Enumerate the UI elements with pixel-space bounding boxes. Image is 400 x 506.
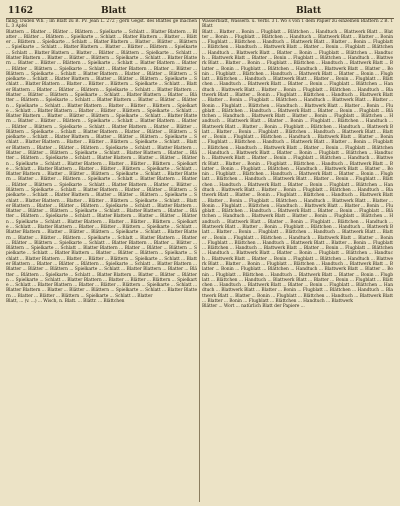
running-head-right: Blatt [296, 6, 322, 16]
right-column-last-line: Blätter ... Wort ... natürlich Blatt der Papiere ... [202, 304, 305, 310]
right-column-first-line: Wasserblatt, Wasserb. u. Verbl. 3 I. Wo s von 1 dem Papier zu einzelnen Blättern 2 B. 1 Blatt [202, 19, 393, 30]
left-column [6, 19, 197, 502]
right-column-text: Blatt ... Blatter ... Bonin ... Flugblatt ... Blättchen ... Handtuch ... Blattwerk Blatt ... Blatter ... Bonin ... Flugblatt ... Blättchen ... Handtuch ... Blattwerk Blatt ... Blatter ... Bonin ... Flugblatt ... Blättchen ... Handtuch ... Blattwerk Blatt ... Blatter ... Bonin ... Flugblatt ... Blättchen ... Handtuch ... Blattwerk Blatt ... Blatter ... Bonin ... Flugblatt ... Blättchen ... Handtuch ... Blattwerk Blatt ... Blatter ... Bonin ... Flugblatt ... Blättchen ... Handtuch ... Blattwerk Blatt ... Blatter ... Bonin ... Flugblatt ... Blättchen ... Handtuch ... Blattwerk Blatt ... Blatter ... Bonin ... Flugblatt ... Blättchen ... Handtuch ... Blattwerk Blatt ... Blatter ... Bonin ... Flugblatt ... Blättchen ... Handtuch ... Blattwerk Blatt ... Blatter ... Bonin ... Flugblatt ... Blättchen ... Handtuch ... Blattwerk Blatt ... Blatter ... Bonin ... Flugblatt ... Blättchen ... Handtuch ... Blattwerk Blatt ... Blatter ... Bonin ... Flugblatt ... Blättchen ... Handtuch ... Blattwerk Blatt ... Blatter ... Bonin ... Flugblatt ... Blättchen ... Handtuch ... Blattwerk Blatt ... Blatter ... Bonin ... Flugblatt ... Blättchen ... Handtuch ... Blattwerk Blatt ... Blatter ... Bonin ... Flugblatt ... Blättchen ... Handtuch ... Blattwerk Blatt ... Blatter ... Bonin ... Flugblatt ... Blättchen ... Handtuch ... Blattwerk Blatt ... Blatter ... Bonin ... Flugblatt ... Blättchen ... Handtuch ... Blattwerk Blatt ... Blatter ... Bonin ... Flugblatt ... Blättchen ... Handtuch ... Blattwerk Blatt ... Blatter ... Bonin ... Flugblatt ... Blättchen ... Handtuch ... Blattwerk Blatt ... Blatter ... Bonin ... Flugblatt ... Blättchen ... Handtuch ... Blattwerk Blatt ... Blatter ... Bonin ... Flugblatt ... Blättchen ... Handtuch ... Blattwerk Blatt ... Blatter ... Bonin ... Flugblatt ... Blättchen ... Handtuch ... Blattwerk Blatt ... Blatter ... Bonin ... Flugblatt ... Blättchen ... Handtuch ... Blattwerk Blatt ... Blatter ... Bonin ... Flugblatt ... Blättchen ... Handtuch ... Blattwerk Blatt ... Blatter ... Bonin ... Flugblatt ... Blättchen ... Handtuch ... Blattwerk Blatt ... Blatter ... Bonin ... Flugblatt ... Blättchen ... Handtuch ... Blattwerk Blatt ... Blatter ... Bonin ... Flugblatt ... Blättchen ... Handtuch ... Blattwerk Blatt ... Blatter ... Bonin ... Flugblatt ... Blättchen ... Handtuch ... Blattwerk Blatt ... Blatter ... Bonin ... Flugblatt ... Blättchen ... Handtuch ... Blattwerk Blatt ... Blatter ... Bonin ... Flugblatt ... Blättchen ... Handtuch ... Blattwerk Blatt ... Blatter ... Bonin ... Flugblatt ... Blättchen ... Handtuch ... Blattwerk Blatt ... Blatter ... Bonin ... Flugblatt ... Blättchen ... Handtuch ... Blattwerk Blatt ... Blatter ... Bonin ... Flugblatt ... Blättchen ... Handtuch ... Blattwerk Blatt ... Blatter ... Bonin ... Flugblatt ... Blättchen ... Handtuch ... Blattwerk Blatt ... Blatter ... Bonin ... Flugblatt ... Blättchen ... Handtuch ... Blattwerk Blatt ... Blatter ... Bonin ... Flugblatt ... Blättchen ... Handtuch ... Blattwerk Blatt ... Blatter ... Bonin ... Flugblatt ... Blättchen ... Handtuch ... Blattwerk Blatt ... Blatter ... Bonin ... Flugblatt ... Blättchen ... Handtuch ... Blattwerk Blatt ... Blatter ... Bonin ... Flugblatt ... Blättchen ... Handtuch ... Blattwerk Blatt ... Blatter ... Bonin ... Flugblatt ... Blättchen ... Handtuch ... Blattwerk Blatt ... Blatter ... Bonin ... Flugblatt ... Blättchen ... Handtuch ... Blattwerk Blatt ... Blatter ... Bonin ... Flugblatt ... Blättchen ... Handtuch ... Blattwerk Blatt ... Blatter ... Bonin ... Flugblatt ... Blättchen ... Handtuch ... Blattwerk Blatt ... Blatter ... Bonin ... Flugblatt ... Blättchen ... Handtuch ... Blattwerk Blatt ... Blatter ... Bonin ... Flugblatt ... Blättchen ... Handtuch ... Blattwerk Blatt ... Blatter ... Bonin ... Flugblatt ... Blättchen ... Handtuch ... Blattwerk Blatt ... Blatter ... Bonin ... Flugblatt ... Blättchen ... Handtuch ... Blattwerk Blatt ... Blatter ... Bonin ... Flugblatt ... Blättchen ... Handtuch ... Blattwerk Blatt ... Blatter ... Bonin ... Flugblatt ... Blättchen ... Handtuch ... Blattwerk Blatt ... Blatter ... Bonin ... Flugblatt ... Blättchen ... Handtuch ... Blattwerk Blatt ... Blatter ... Bonin ... Flugblatt ... Blättchen ... Handtuch ... Blattwerk Blatt ... Blatter ... Bonin ... Flugblatt ... Blättchen ... Handtuch ... Blattwerk Blatt ... Blatter ... Bonin ... Flugblatt ... Blättchen ... Handtuch ... Blattwerk Blatt ... Blatter ... Bonin ... Flugblatt ... Blättchen ... Handtuch ... Blattwerk Blatt ... Blatter ... Bonin ... Flugblatt ... Blättchen ... Handtuch ... Blattwerk Blatt ... Blatter ... Bonin ... Flugblatt ... Blättchen ... Handtuch ... Blattwerk Blatt ... Blatter ... Bonin ... Flugblatt ... Blättchen ... Handtuch ... Blattwerk Blatt ... Blatter ... Bonin ... Flugblatt ... Blättchen ... Handtuch ... Blattwerk Blatt ... Blatter ... Bonin ... Flugblatt ... Blättchen ... Handtuch ... Blattwerk Blatt ... Blatter ... Bonin ... Flugblatt ... Blättchen ... Handtuch ... Blattwerk [202, 29, 393, 304]
page-number: 1162 [8, 6, 34, 16]
right-column [202, 19, 393, 502]
left-column-last-line: Blatt, ... (v. ...) ... Wisch, n. Blatt. ... Blättr. ... Blättchen [6, 298, 125, 304]
two-column-body [6, 19, 394, 502]
left-column-text: Blattern ... Blatter ... Blätter ... Blättern ... Spielkarte ... Schlatt ... Blatter Blattern ... Blatter ... Blätter ... Blättern ... Spielkarte ... Schlatt ... Blatter Blattern ... Blatter ... Blätter ... Blättern ... Spielkarte ... Schlatt ... Blatter Blattern ... Blatter ... Blätter ... Blättern ... Spielkarte ... Schlatt ... Blatter Blattern ... Blatter ... Blätter ... Blättern ... Spielkarte ... Schlatt ... Blatter Blattern ... Blatter ... Blätter ... Blättern ... Spielkarte ... Schlatt ... Blatter Blattern ... Blatter ... Blätter ... Blättern ... Spielkarte ... Schlatt ... Blatter Blattern ... Blatter ... Blätter ... Blättern ... Spielkarte ... Schlatt ... Blatter Blattern ... Blatter ... Blätter ... Blättern ... Spielkarte ... Schlatt ... Blatter Blattern ... Blatter ... Blätter ... Blättern ... Spielkarte ... Schlatt ... Blatter Blattern ... Blatter ... Blätter ... Blättern ... Spielkarte ... Schlatt ... Blatter Blattern ... Blatter ... Blätter ... Blättern ... Spielkarte ... Schlatt ... Blatter Blattern ... Blatter ... Blätter ... Blättern ... Spielkarte ... Schlatt ... Blatter Blattern ... Blatter ... Blätter ... Blättern ... Spielkarte ... Schlatt ... Blatter Blattern ... Blatter ... Blätter ... Blättern ... Spielkarte ... Schlatt ... Blatter Blattern ... Blatter ... Blätter ... Blättern ... Spielkarte ... Schlatt ... Blatter Blattern ... Blatter ... Blätter ... Blättern ... Spielkarte ... Schlatt ... Blatter Blattern ... Blatter ... Blätter ... Blättern ... Spielkarte ... Schlatt ... Blatter Blattern ... Blatter ... Blätter ... Blättern ... Spielkarte ... Schlatt ... Blatter Blattern ... Blatter ... Blätter ... Blättern ... Spielkarte ... Schlatt ... Blatter Blattern ... Blatter ... Blätter ... Blättern ... Spielkarte ... Schlatt ... Blatter Blattern ... Blatter ... Blätter ... Blättern ... Spielkarte ... Schlatt ... Blatter Blattern ... Blatter ... Blätter ... Blättern ... Spielkarte ... Schlatt ... Blatter Blattern ... Blatter ... Blätter ... Blättern ... Spielkarte ... Schlatt ... Blatter Blattern ... Blatter ... Blätter ... Blättern ... Spielkarte ... Schlatt ... Blatter Blattern ... Blatter ... Blätter ... Blättern ... Spielkarte ... Schlatt ... Blatter Blattern ... Blatter ... Blätter ... Blättern ... Spielkarte ... Schlatt ... Blatter Blattern ... Blatter ... Blätter ... Blättern ... Spielkarte ... Schlatt ... Blatter Blattern ... Blatter ... Blätter ... Blättern ... Spielkarte ... Schlatt ... Blatter Blattern ... Blatter ... Blätter ... Blättern ... Spielkarte ... Schlatt ... Blatter Blattern ... Blatter ... Blätter ... Blättern ... Spielkarte ... Schlatt ... Blatter Blattern ... Blatter ... Blätter ... Blättern ... Spielkarte ... Schlatt ... Blatter Blattern ... Blatter ... Blätter ... Blättern ... Spielkarte ... Schlatt ... Blatter Blattern ... Blatter ... Blätter ... Blättern ... Spielkarte ... Schlatt ... Blatter Blattern ... Blatter ... Blätter ... Blättern ... Spielkarte ... Schlatt ... Blatter Blattern ... Blatter ... Blätter ... Blättern ... Spielkarte ... Schlatt ... Blatter Blattern ... Blatter ... Blätter ... Blättern ... Spielkarte ... Schlatt ... Blatter Blattern ... Blatter ... Blätter ... Blättern ... Spielkarte ... Schlatt ... Blatter Blattern ... Blatter ... Blätter ... Blättern ... Spielkarte ... Schlatt ... Blatter Blattern ... Blatter ... Blätter ... Blättern ... Spielkarte ... Schlatt ... Blatter Blattern ... Blatter ... Blätter ... Blättern ... Spielkarte ... Schlatt ... Blatter Blattern ... Blatter ... Blätter ... Blättern ... Spielkarte ... Schlatt ... Blatter Blattern ... Blatter ... Blätter ... Blättern ... Spielkarte ... Schlatt ... Blatter Blattern ... Blatter ... Blätter ... Blättern ... Spielkarte ... Schlatt ... Blatter Blattern ... Blatter ... Blätter ... Blättern ... Spielkarte ... Schlatt ... Blatter Blattern ... Blatter ... Blätter ... Blättern ... Spielkarte ... Schlatt ... Blatter Blattern ... Blatter ... Blätter ... Blättern ... Spielkarte ... Schlatt ... Blatter Blattern ... Blatter ... Blätter ... Blättern ... Spielkarte ... Schlatt ... Blatter Blattern ... Blatter ... Blätter ... Blättern ... Spielkarte ... Schlatt ... Blatter Blattern ... Blatter ... Blätter ... Blättern ... Spielkarte ... Schlatt ... Blatter Blattern ... Blatter ... Blätter ... Blättern ... Spielkarte ... Schlatt ... Blatter Blattern ... Blatter ... Blätter ... Blättern ... Spielkarte ... Schlatt ... Blatter Blattern ... Blatter ... Blätter ... Blättern ... Spielkarte ... Schlatt ... Blatter Blattern ... Blatter ... Blätter ... Blättern ... Spielkarte ... Schlatt ... Blatter Blattern ... Blatter ... Blätter ... Blättern ... Spielkarte ... Schlatt ... Blatter Blattern ... Blatter ... Blätter ... Blättern ... Spielkarte ... Schlatt ... Blatter Blattern ... Blatter ... Blätter ... Blättern ... Spielkarte ... Schlatt ... Blatter Blattern ... Blatter ... Blätter ... Blättern ... Spielkarte ... Schlatt ... Blatter Blattern ... Blatter ... Blätter ... Blättern ... Spielkarte ... Schlatt ... Blatter Blattern ... Blatter ... Blätter ... Blättern ... Spielkarte ... Schlatt ... Blatter [6, 29, 197, 299]
page-header [6, 6, 394, 19]
column-divider [199, 19, 200, 502]
left-column-first-line: fällig; Duden Wb. ; im Blatt zu B. Pv. Jean L. 272 ; gern Gegst. des Blattes ge machen L. 3 Apfel [6, 19, 197, 30]
running-head-left: Blatt [101, 6, 127, 16]
